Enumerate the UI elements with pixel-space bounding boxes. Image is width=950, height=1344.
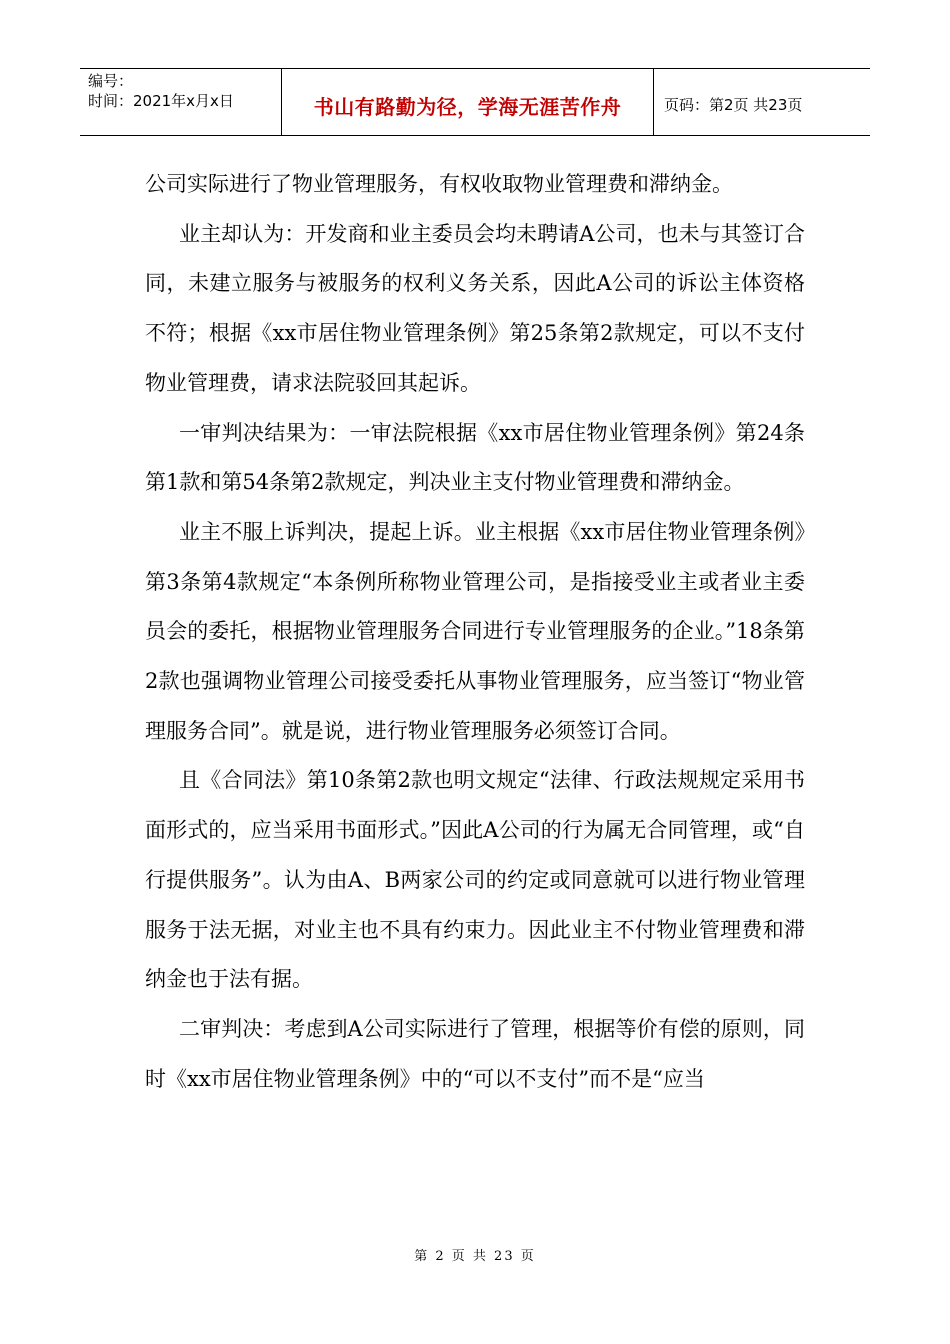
paragraph: 一审判决结果为：一审法院根据《xx市居住物业管理条例》第24条第1款和第54条第2款规定，判决业主支付物业管理费和滞纳金。 — [145, 420, 805, 495]
header-motto-cell — [282, 69, 654, 135]
header-meta-cell — [80, 69, 282, 135]
header-page-info: 页码：第2页 共23页 — [664, 95, 803, 114]
paragraph: 公司实际进行了物业管理服务，有权收取物业管理费和滞纳金。 — [145, 172, 733, 196]
document-body — [145, 160, 805, 1104]
serial-number-label: 编号： — [88, 72, 134, 90]
header-motto: 书山有路勤为径，学海无涯苦作舟 — [313, 94, 622, 119]
paragraph: 且《合同法》第10条第2款也明文规定“法律、行政法规规定采用书面形式的，应当采用书面形式。”因此A公司的行为属无合同管理，或“自行提供服务”。认为由A、B两家公司的约定或同意就可以进行物业管理服务于法无据，对业主也不具有约束力。因此业主不付物业管理费和滞纳金也于法有据。 — [145, 768, 805, 992]
document-header — [80, 68, 870, 136]
paragraph: 二审判决：考虑到A公司实际进行了管理，根据等价有偿的原则，同时《xx市居住物业管理条例》中的“可以不支付”而不是“应当 — [145, 1016, 805, 1091]
paragraph: 业主却认为：开发商和业主委员会均未聘请A公司，也未与其签订合同，未建立服务与被服务的权利义务关系，因此A公司的诉讼主体资格不符；根据《xx市居住物业管理条例》第25条第2款规定，可以不支付物业管理费，请求法院驳回其起诉。 — [145, 221, 805, 395]
page-footer: 第 2 页 共 23 页 — [414, 1249, 536, 1264]
paragraph: 业主不服上诉判决，提起上诉。业主根据《xx市居住物业管理条例》第3条第4款规定“本条例所称物业管理公司，是指接受业主或者业主委员会的委托，根据物业管理服务合同进行专业管理服务的企业。”18条第2款也强调物业管理公司接受委托从事物业管理服务，应当签订“物业管理服务合同”。就是说，进行物业管理服务必须签订合同。 — [145, 519, 805, 743]
header-page-cell — [654, 69, 870, 135]
date-label: 时间：2021年x月x日 — [88, 92, 234, 110]
